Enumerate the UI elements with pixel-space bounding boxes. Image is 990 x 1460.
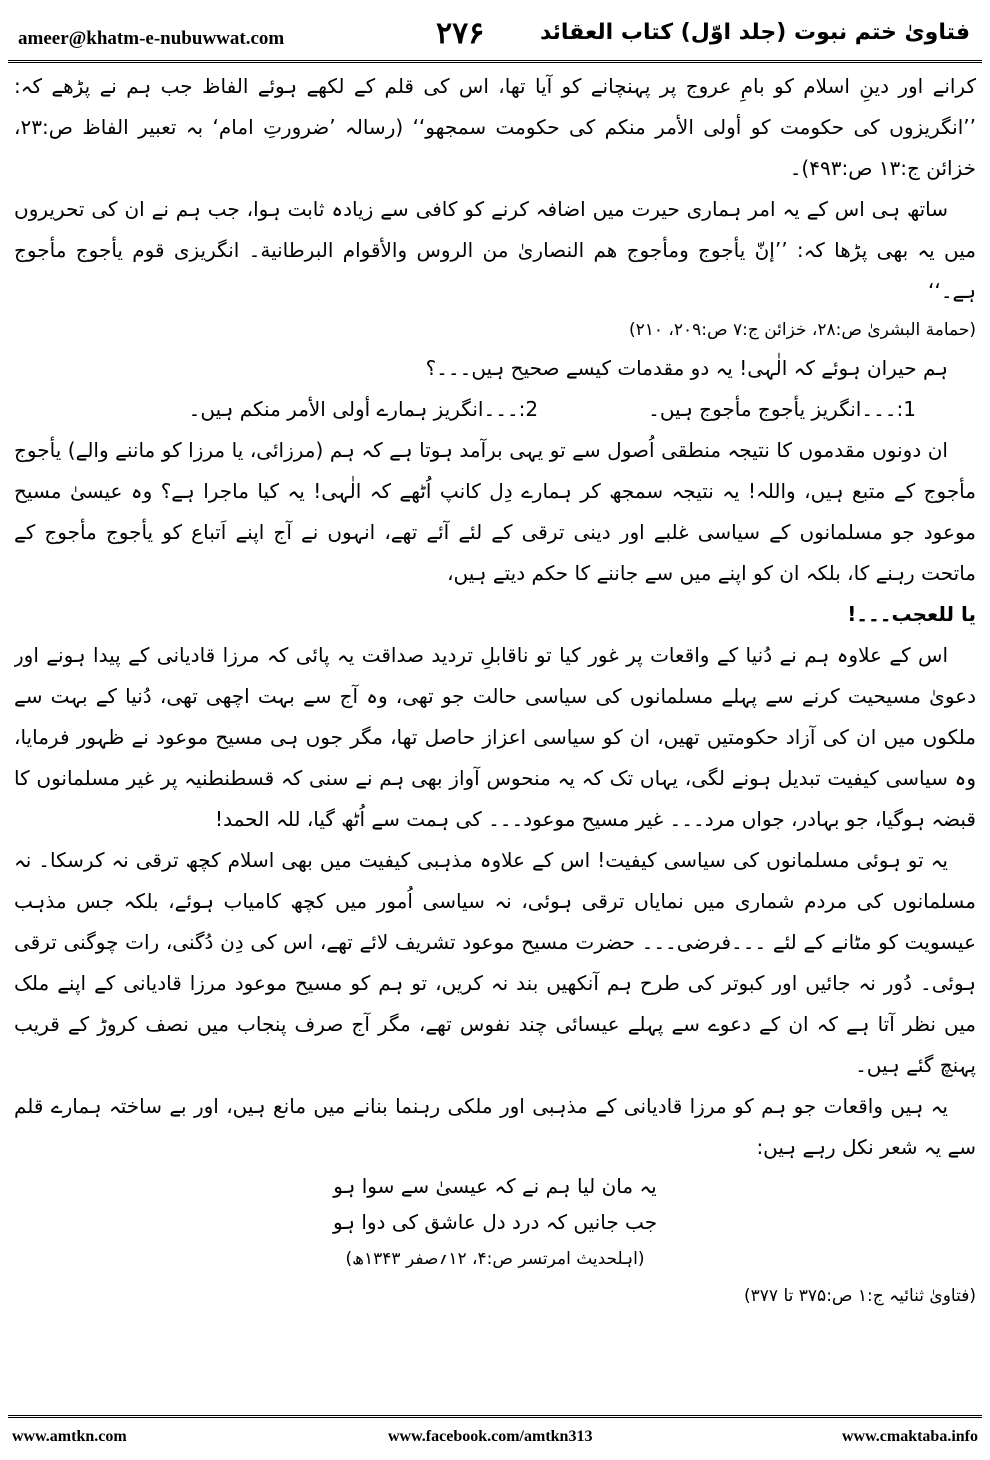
reference-ahlehadith: (اہلحدیث امرتسر ص:۴، ۱۲؍صفر ۱۳۴۳ھ)	[345, 1249, 645, 1269]
premise-2: 2:۔۔۔انگریز ہمارے أولی الأمر منکم ہیں۔	[188, 397, 539, 421]
footer-link-cmaktaba[interactable]: www.cmaktaba.info	[841, 1428, 978, 1445]
paragraph-7: یہ تو ہوئی مسلمانوں کی سیاسی کیفیت! اس کے علاوہ مذہبی کیفیت میں بھی اسلام کچھ ترقی نہ کرسکا۔ نہ مسلمانوں کی مردم شماری میں نمایاں ترقی ہوئی، نہ سیاسی اُمور میں کچھ کامیاب ہوئے، بلکہ جس مذہب عیسویت کو مٹانے کے لئے ۔۔۔فرضی۔۔۔ حضرت مسیح موعود تشریف لائے تھے، اس کی دِن دُگنی، رات چوگنی ترقی ہوئی۔ دُور نہ جائیں اور کبوتر کی طرح ہم آنکھیں بند نہ کریں، تو ہم کو مسیح موعود مرزا قادیانی کے اپنے ملک میں نظر آتا ہے کہ ان کے دعوے سے پہلے عیسائی چند نفوس تھے، مگر آج صرف پنجاب میں نصف کروڑ کے قریب پہنچ گئے ہیں۔	[14, 848, 976, 1077]
page-number: ۲۷۶	[436, 16, 485, 51]
page-header	[8, 14, 980, 58]
footer-link-amtkn[interactable]: www.amtkn.com	[12, 1428, 127, 1445]
footer-divider	[8, 1415, 982, 1418]
premises	[14, 389, 976, 430]
paragraph-1: کرانے اور دینِ اسلام کو بامِ عروج پر پہنچانے کو آیا تھا، اس کی قلم کے لکھے ہوئے الفاظ جب ہم نے پڑھے کہ: ’’انگریزوں کی حکومت کو أولی الأمر منکم کی حکومت سمجھو‘‘ (رسالہ ’ضرورتِ امام‘ بہ تعبیر الفاظ ص:۲۳، خزائن ج:۱۳ ص:۴۹۳)۔	[14, 74, 976, 180]
verse-line-1: یہ مان لیا ہم نے کہ عیسیٰ سے سوا ہو	[333, 1174, 657, 1198]
paragraph-4: ان دونوں مقدموں کا نتیجہ منطقی اُصول سے تو یہی برآمد ہوتا ہے کہ ہم (مرزائی، یا مرزا کو ماننے والے) یأجوج مأجوج کے متبع ہیں، واللہ! یہ نتیجہ سمجھ کر ہمارے دِل کانپ اُٹھے کہ الٰہی! یہ کیا ماجرا ہے؟ وہ عیسیٰ مسیح موعود جو مسلمانوں کے سیاسی غلبے اور دینی ترقی کے لئے آئے تھے، انہوں نے آج اپنے اَتباع کو یأجوج مأجوج کے ماتحت رہنے کا، بلکہ ان کو اپنے میں سے جاننے کا حکم دیتے ہیں،	[14, 438, 976, 585]
reference-fatawa-sanaiya: (فتاویٰ ثنائیہ ج:۱ ص:۳۷۵ تا ۳۷۷)	[744, 1286, 976, 1306]
paragraph-3: ہم حیران ہوئے کہ الٰہی! یہ دو مقدمات کیسے صحیح ہیں۔۔۔؟	[425, 356, 948, 380]
header-divider	[8, 60, 982, 63]
page-body	[14, 66, 976, 1406]
header-email: ameer@khatm-e-nubuwwat.com	[18, 28, 285, 49]
verse-line-2: جب جانیں کہ درد دل عاشق کی دوا ہو	[332, 1210, 658, 1234]
reference-hamamat: (حمامة البشریٰ ص:۲۸، خزائن ج:۷ ص:۲۰۹، ۲۱۰)	[628, 320, 976, 340]
page-footer	[8, 1424, 982, 1450]
paragraph-5: یا للعجب۔۔۔!	[847, 602, 976, 626]
paragraph-8: یہ ہیں واقعات جو ہم کو مرزا قادیانی کے مذہبی اور ملکی رہنما بنانے میں مانع ہیں، اور بے ساختہ ہمارے قلم سے یہ شعر نکل رہے ہیں:	[14, 1094, 976, 1159]
paragraph-2: ساتھ ہی اس کے یہ امر ہماری حیرت میں اضافہ کرنے کو کافی سے زیادہ ثابت ہوا، جب ہم نے ان کی تحریروں میں یہ بھی پڑھا کہ: ’’إنّ یأجوج ومأجوج ھم النصاریٰ من الروس والأقوام البرطانیة۔ انگریزی قوم یأجوج مأجوج ہے۔‘‘	[14, 197, 976, 303]
paragraph-6: اس کے علاوہ ہم نے دُنیا کے واقعات پر غور کیا تو ناقابلِ تردید صداقت یہ پائی کہ مرزا قادیانی کے پیدا ہونے اور دعویٰ مسیحیت کرنے سے پہلے مسلمانوں کی سیاسی حالت جو تھی، وہ آج سے بہت اچھی تھی، دُنیا کے بہت سے ملکوں میں ان کی آزاد حکومتیں تھیں، ان کو سیاسی اعزاز حاصل تھا، مگر جوں ہی مسیح موعود نے ظہور فرمایا، وہ سیاسی کیفیت تبدیل ہونے لگی، یہاں تک کہ یہ منحوس آواز بھی ہم نے سنی کہ قسطنطنیہ پر غیر مسلمانوں کا قبضہ ہوگیا، جو بہادر، جواں مرد۔۔۔ غیر مسیح موعود۔۔۔ کی ہمت سے اُٹھ گیا، للہ الحمد!	[14, 643, 976, 831]
premise-1: 1:۔۔۔انگریز یأجوج مأجوج ہیں۔	[648, 397, 916, 421]
footer-link-facebook[interactable]: www.facebook.com/amtkn313	[388, 1428, 593, 1445]
book-title: فتاویٰ ختم نبوت (جلد اوّل) کتاب العقائد	[539, 20, 970, 45]
